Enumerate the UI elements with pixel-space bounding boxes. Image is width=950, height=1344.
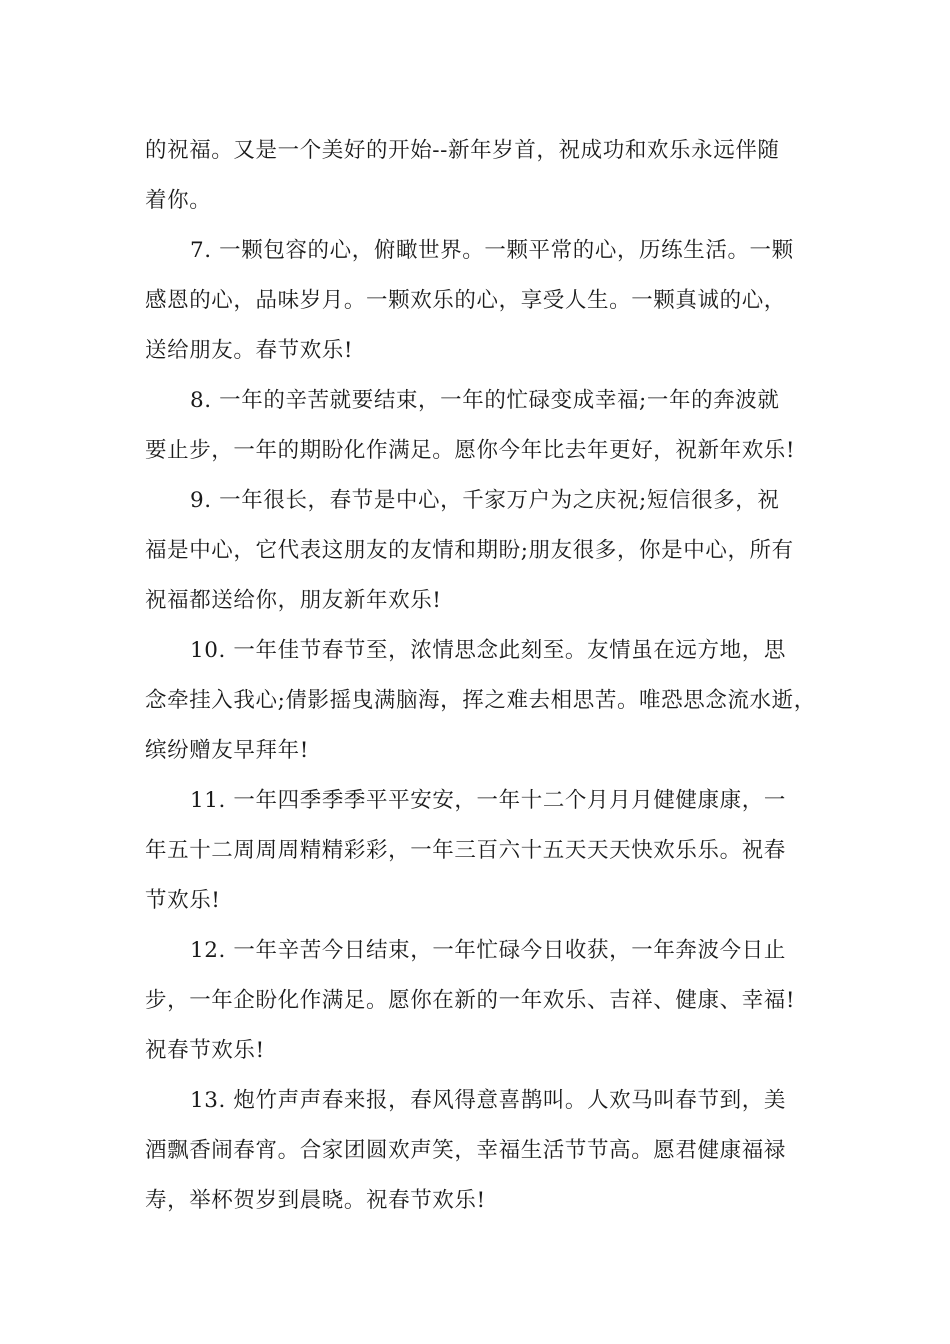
paragraph-9-line: 9. 一年很长，春节是中心，千家万户为之庆祝;短信很多，祝 bbox=[190, 488, 780, 513]
text-line: 节欢乐! bbox=[145, 888, 221, 913]
text-line: 祝福都送给你，朋友新年欢乐! bbox=[145, 588, 442, 613]
text-line: 酒飘香闹春宵。合家团圆欢声笑，幸福生活节节高。愿君健康福禄 bbox=[145, 1138, 786, 1163]
text-line: 福是中心，它代表这朋友的友情和期盼;朋友很多，你是中心，所有 bbox=[145, 538, 794, 563]
text-line: 寿，举杯贺岁到晨晓。祝春节欢乐! bbox=[145, 1188, 486, 1213]
text-line: 的祝福。又是一个美好的开始--新年岁首，祝成功和欢乐永远伴随 bbox=[145, 138, 780, 163]
text-line: 步，一年企盼化作满足。愿你在新的一年欢乐、吉祥、健康、幸福! bbox=[145, 988, 796, 1013]
text-line: 着你。 bbox=[145, 188, 212, 213]
text-line: 送给朋友。春节欢乐! bbox=[145, 338, 354, 363]
text-line: 祝春节欢乐! bbox=[145, 1038, 265, 1063]
paragraph-8-line: 8. 一年的辛苦就要结束，一年的忙碌变成幸福;一年的奔波就 bbox=[190, 388, 780, 413]
paragraph-7-line: 7. 一颗包容的心，俯瞰世界。一颗平常的心，历练生活。一颗 bbox=[190, 238, 794, 263]
paragraph-10-line: 10. 一年佳节春节至，浓情思念此刻至。友情虽在远方地，思 bbox=[190, 638, 786, 663]
text-line: 念牵挂入我心;倩影摇曳满脑海，挥之难去相思苦。唯恐思念流水逝， bbox=[145, 688, 816, 713]
paragraph-11-line: 11. 一年四季季季平平安安，一年十二个月月月健健康康，一 bbox=[190, 788, 786, 813]
text-line: 感恩的心，品味岁月。一颗欢乐的心，享受人生。一颗真诚的心， bbox=[145, 288, 786, 313]
text-line: 年五十二周周周精精彩彩，一年三百六十五天天天快欢乐乐。祝春 bbox=[145, 838, 786, 863]
text-line: 缤纷赠友早拜年! bbox=[145, 738, 309, 763]
paragraph-12-line: 12. 一年辛苦今日结束，一年忙碌今日收获，一年奔波今日止 bbox=[190, 938, 786, 963]
paragraph-13-line: 13. 炮竹声声春来报，春风得意喜鹊叫。人欢马叫春节到，美 bbox=[190, 1088, 786, 1113]
text-line: 要止步，一年的期盼化作满足。愿你今年比去年更好，祝新年欢乐! bbox=[145, 438, 796, 463]
